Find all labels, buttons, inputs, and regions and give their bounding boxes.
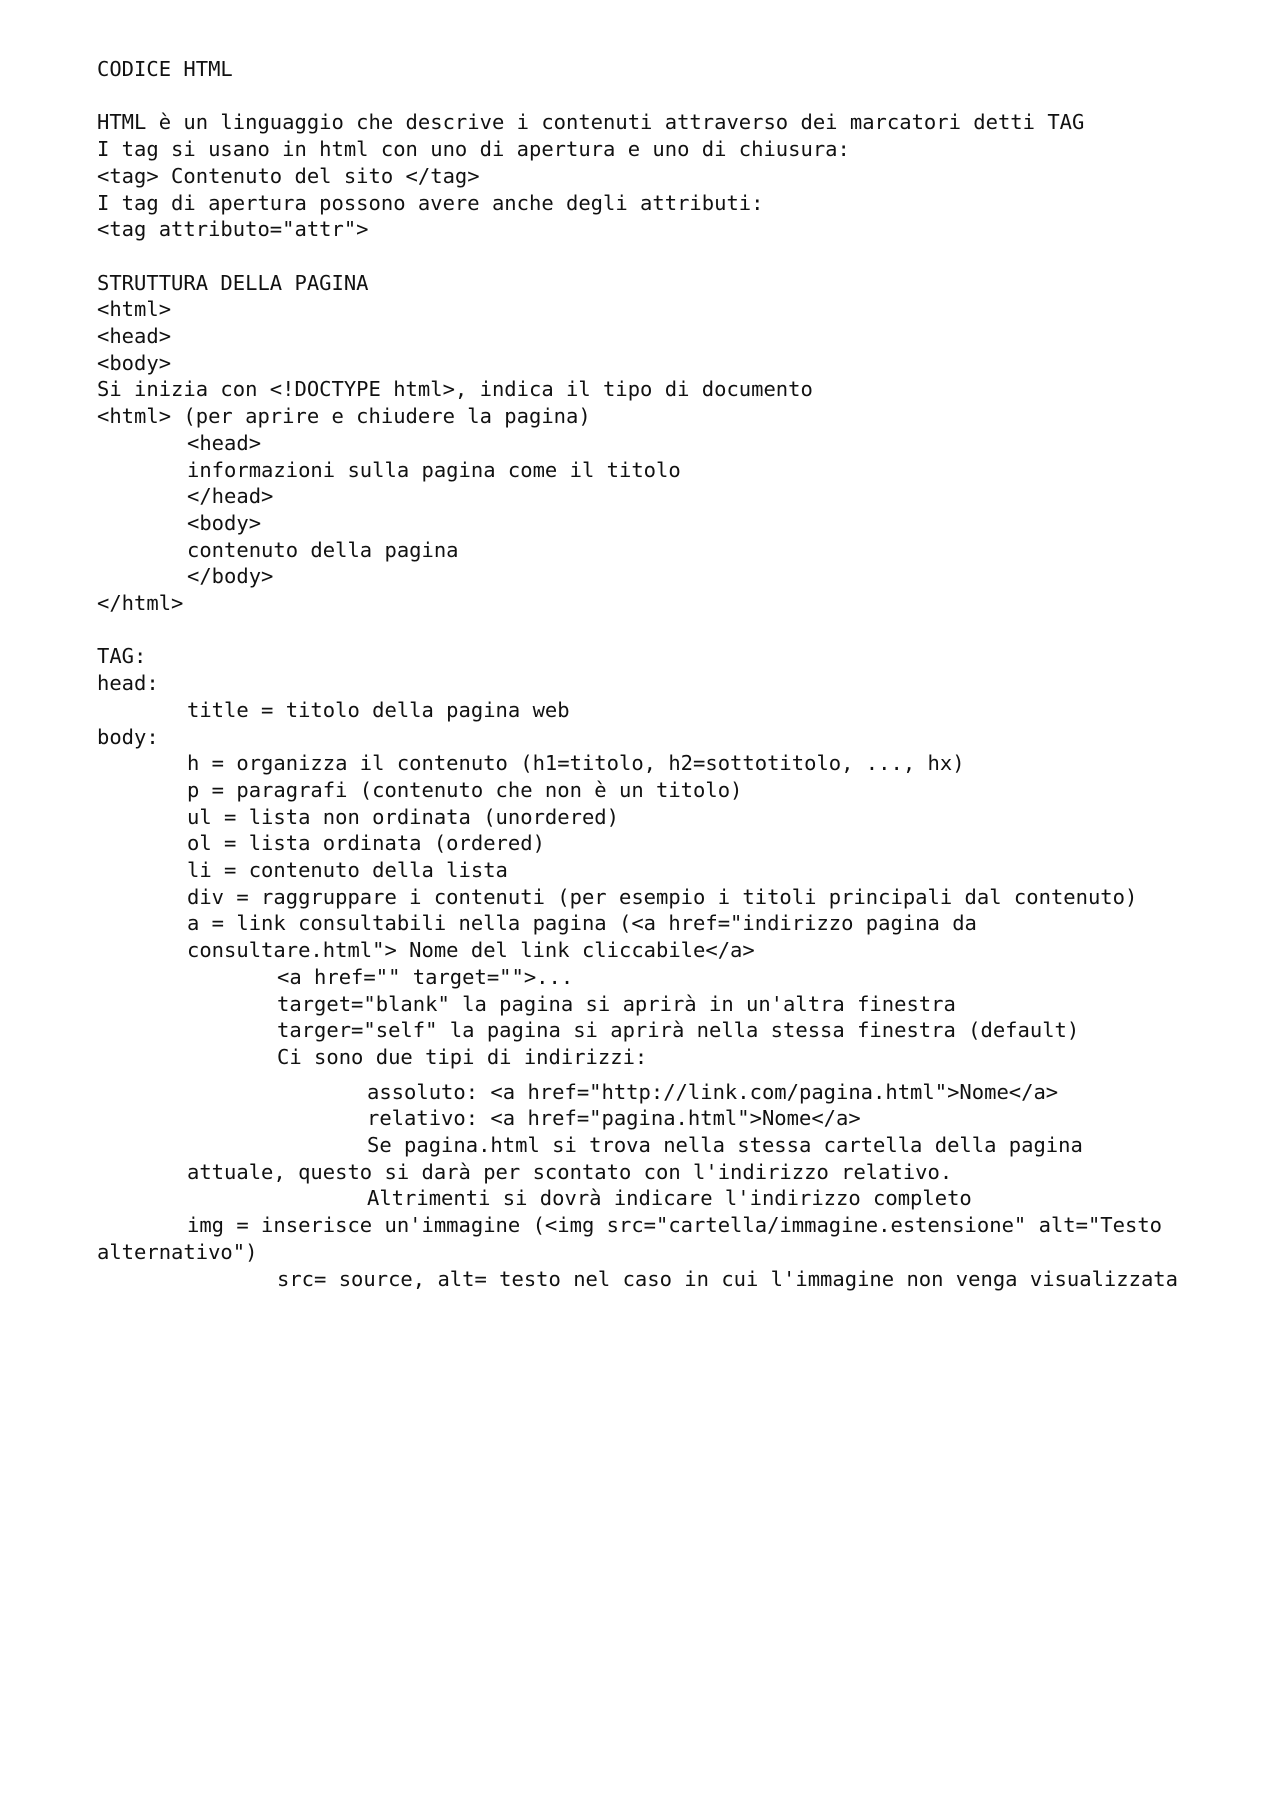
structure-indented-line: <head> (187, 430, 262, 455)
body-item: a = link consultabili nella pagina (<a href="indirizzo pagina da (187, 911, 977, 936)
intro-line: <tag attributo="attr"> (97, 217, 369, 242)
body-item: ul = lista non ordinata (unordered) (187, 804, 619, 829)
intro-line: I tag si usano in html con uno di apertura e uno di chiusura: (97, 137, 850, 162)
structure-line: Si inizia con <!DOCTYPE html>, indica il tipo di documento (97, 377, 813, 402)
structure-indented-line: contenuto della pagina (187, 537, 459, 562)
intro-section (97, 109, 1257, 243)
structure-indented-line: informazioni sulla pagina come il titolo (187, 457, 681, 482)
intro-line: I tag di apertura possono avere anche degli attributi: (97, 190, 764, 215)
address-type-line: assoluto: <a href="http://link.com/pagina.html">Nome</a> (367, 1079, 1059, 1104)
structure-line: <head> (97, 324, 172, 348)
document-page (97, 56, 1257, 1292)
spacer (97, 617, 1257, 644)
body-item: div = raggruppare i contenuti (per esempio i titoli principali dal contenuto) (187, 884, 1138, 909)
a-detail-line: targer="self" la pagina si aprirà nella stessa finestra (default) (277, 1018, 1080, 1043)
head-label: head: (97, 671, 159, 696)
structure-section (97, 270, 1257, 617)
body-item: p = paragrafi (contenuto che non è un titolo) (187, 777, 743, 802)
structure-line: <html> (97, 297, 172, 322)
spacer (97, 83, 1257, 110)
structure-line: <body> (97, 350, 172, 375)
relative-note: attuale, questo si darà per scontato con l'indirizzo relativo. (187, 1159, 953, 1184)
structure-indented-line: </head> (187, 484, 274, 509)
a-detail-line: Ci sono due tipi di indirizzi: (277, 1044, 648, 1069)
img-item: img = inserisce un'immagine (<img src="cartella/immagine.estensione" alt="Testo (187, 1213, 1163, 1238)
a-detail-line: target="blank" la pagina si aprirà in un'altra finestra (277, 991, 956, 1016)
structure-heading: STRUTTURA DELLA PAGINA (97, 270, 369, 295)
body-label: body: (97, 724, 159, 749)
otherwise-note: Altrimenti si dovrà indicare l'indirizzo completo (367, 1186, 972, 1211)
a-detail-line: <a href="" target="">... (277, 964, 574, 989)
spacer (97, 243, 1257, 270)
img-item-wrap: alternativo") (97, 1239, 258, 1264)
img-detail: src= source, alt= testo nel caso in cui l'immagine non venga visualizzata (277, 1266, 1178, 1291)
head-item: title = titolo della pagina web (187, 697, 570, 722)
structure-closing: </html> (97, 591, 184, 616)
address-type-line: Se pagina.html si trova nella stessa cartella della pagina (367, 1133, 1083, 1158)
body-item: consultare.html"> Nome del link cliccabile</a> (187, 938, 755, 963)
intro-line: <tag> Contenuto del sito </tag> (97, 163, 480, 188)
structure-indented-line: <body> (187, 510, 262, 535)
structure-indented-line: </body> (187, 564, 274, 589)
body-item: ol = lista ordinata (ordered) (187, 831, 545, 856)
address-type-line: relativo: <a href="pagina.html">Nome</a> (367, 1106, 861, 1131)
tags-heading: TAG: (97, 644, 147, 669)
body-item: li = contenuto della lista (187, 858, 508, 883)
structure-line: <html> (per aprire e chiudere la pagina) (97, 404, 591, 429)
body-item: h = organizza il contenuto (h1=titolo, h2=sottotitolo, ..., hx) (187, 751, 965, 776)
intro-line: HTML è un linguaggio che descrive i contenuti attraverso dei marcatori detti TAG (97, 110, 1085, 135)
tags-section (97, 643, 1257, 1292)
document-title: CODICE HTML (97, 57, 233, 81)
spacer (97, 1071, 1257, 1079)
